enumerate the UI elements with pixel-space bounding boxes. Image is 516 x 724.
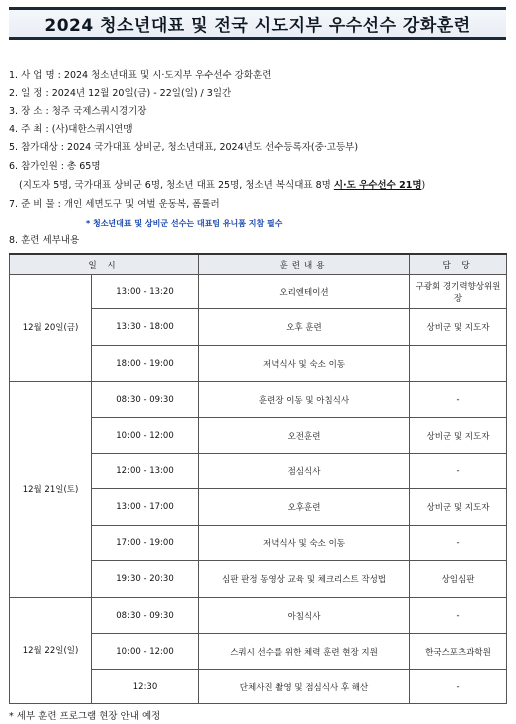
item-schedule: 2. 일 정 : 2024년 12월 20일(금) - 22일(일) / 3일간 <box>9 88 232 99</box>
content-cell: 저녁식사 및 숙소 이동 <box>199 526 410 561</box>
staff-cell: - <box>410 382 507 418</box>
staff-cell: - <box>410 670 507 704</box>
uniform-note: * 청소년대표 및 상비군 선수는 대표팀 유니폼 지참 필수 <box>86 219 283 228</box>
time-cell: 12:00 - 13:00 <box>92 454 199 489</box>
time-cell: 13:30 - 18:00 <box>92 309 199 346</box>
staff-cell: - <box>410 454 507 489</box>
time-cell: 13:00 - 13:20 <box>92 275 199 309</box>
time-cell: 10:00 - 12:00 <box>92 634 199 670</box>
staff-cell: 한국스포츠과학원 <box>410 634 507 670</box>
content-cell: 훈련장 이동 및 아침식사 <box>199 382 410 418</box>
footer-note: * 세부 훈련 프로그램 현장 안내 예정 <box>9 711 161 722</box>
schedule-table <box>9 253 507 704</box>
date-cell: 12월 20일(금) <box>10 275 92 382</box>
content-cell: 오후 훈련 <box>199 309 410 346</box>
item-target: 5. 참가대상 : 2024 국가대표 상비군, 청소년대표, 2024년도 선수등록자(중·고등부) <box>9 142 359 153</box>
staff-cell: 구광회 경기력향상위원장 <box>410 275 507 309</box>
staff-cell: 상비군 및 지도자 <box>410 309 507 346</box>
header-datetime: 일 시 <box>10 254 199 275</box>
time-cell: 13:00 - 17:00 <box>92 489 199 526</box>
staff-cell: - <box>410 526 507 561</box>
time-cell: 19:30 - 20:30 <box>92 561 199 598</box>
content-cell: 오리엔테이션 <box>199 275 410 309</box>
participants-highlight: 시·도 우수선수 21명 <box>333 180 422 191</box>
item-participants: 6. 참가인원 : 총 65명 <box>9 161 101 172</box>
time-cell: 08:30 - 09:30 <box>92 598 199 634</box>
table-header-row <box>10 254 507 275</box>
item-training-detail: 8. 훈련 세부내용 <box>9 235 80 246</box>
time-cell: 17:00 - 19:00 <box>92 526 199 561</box>
content-cell: 오후훈련 <box>199 489 410 526</box>
item-venue: 3. 장 소 : 청주 국제스쿼시경기장 <box>9 106 147 117</box>
staff-cell: - <box>410 598 507 634</box>
staff-cell: 상비군 및 지도자 <box>410 418 507 454</box>
participants-detail-text: (지도자 5명, 국가대표 상비군 6명, 청소년 대표 25명, 청소년 복식대표 8명 <box>19 180 334 191</box>
staff-cell: 상임심판 <box>410 561 507 598</box>
content-cell: 아침식사 <box>199 598 410 634</box>
content-cell: 점심식사 <box>199 454 410 489</box>
content-cell: 스쿼시 선수를 위한 체력 훈련 현장 지원 <box>199 634 410 670</box>
content-cell: 심판 판정 동영상 교육 및 체크리스트 작성법 <box>199 561 410 598</box>
staff-cell <box>410 346 507 382</box>
header-content: 훈련내용 <box>199 254 410 275</box>
item-host: 4. 주 최 : (사)대한스쿼시연맹 <box>9 124 133 135</box>
participants-close: ) <box>421 180 426 191</box>
staff-cell: 상비군 및 지도자 <box>410 489 507 526</box>
table-row <box>10 598 507 634</box>
content-cell: 단체사진 촬영 및 점심식사 후 해산 <box>199 670 410 704</box>
content-cell: 오전훈련 <box>199 418 410 454</box>
table-row <box>10 382 507 418</box>
participants-detail <box>19 180 425 192</box>
table-row <box>10 275 507 309</box>
date-cell: 12월 22일(일) <box>10 598 92 704</box>
item-supplies: 7. 준 비 물 : 개인 세면도구 및 여벌 운동복, 폼롤러 <box>9 199 220 210</box>
time-cell: 18:00 - 19:00 <box>92 346 199 382</box>
time-cell: 08:30 - 09:30 <box>92 382 199 418</box>
item-project-name: 1. 사 업 명 : 2024 청소년대표 및 시·도지부 우수선수 강화훈련 <box>9 70 272 81</box>
date-cell: 12월 21일(토) <box>10 382 92 598</box>
time-cell: 12:30 <box>92 670 199 704</box>
content-cell: 저녁식사 및 숙소 이동 <box>199 346 410 382</box>
title-banner <box>9 7 506 40</box>
time-cell: 10:00 - 12:00 <box>92 418 199 454</box>
header-staff: 담 당 <box>410 254 507 275</box>
page-title: 2024 청소년대표 및 전국 시도지부 우수선수 강화훈련 <box>44 16 471 36</box>
